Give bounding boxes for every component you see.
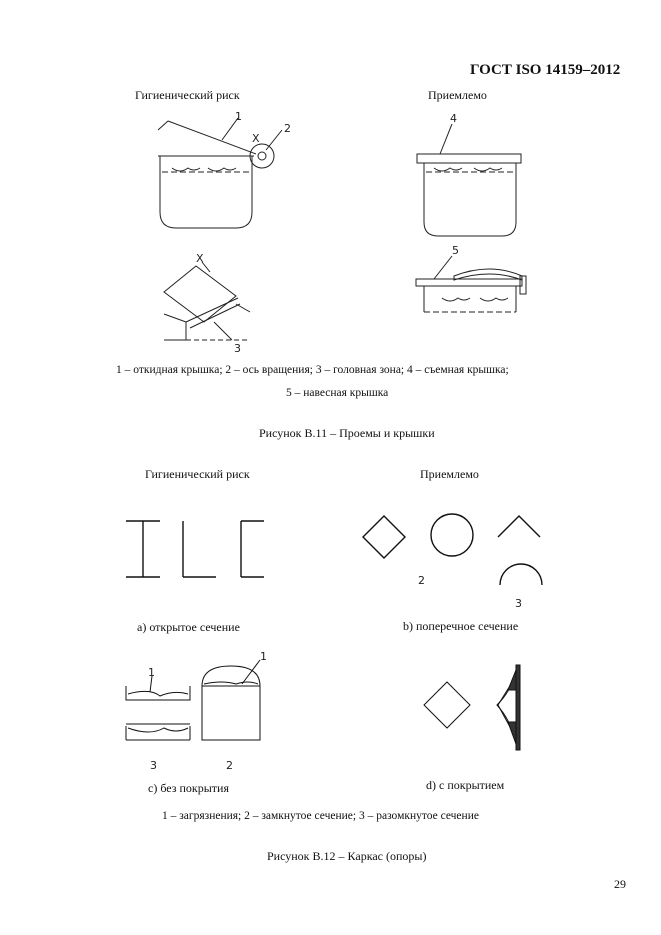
open-half-round-profile (500, 564, 542, 585)
b12-heading-acceptable: Приемлемо (420, 467, 479, 481)
b11-caption: Рисунок В.11 – Проемы и крышки (259, 426, 435, 440)
callout-c-1-right: 1 (260, 650, 267, 663)
wall-plate (516, 665, 520, 750)
open-angle-profile (498, 516, 540, 537)
closed-round-profile (431, 514, 473, 556)
page-number: 29 (614, 877, 626, 891)
b11-heading-hygiene-risk: Гигиенический риск (135, 88, 240, 102)
callout-c-3: 3 (150, 759, 157, 772)
b12-subcaption-c: с) без покрытия (148, 781, 229, 795)
uncoated-section-drawing (126, 650, 267, 772)
callout-x-top: X (252, 132, 260, 145)
callout-c-2: 2 (226, 759, 233, 772)
callout-b-2: 2 (418, 574, 425, 587)
b12-heading-hygiene-risk: Гигиенический риск (145, 467, 250, 481)
coated-square-profile (424, 682, 470, 728)
b12-legend: 1 – загрязнения; 2 – замкнутое сечение; 3 – разомкнутое сечение (162, 810, 479, 822)
closed-square-profile (363, 516, 405, 558)
callout-3: 3 (234, 342, 241, 355)
callout-1-top: 1 (235, 110, 242, 123)
open-section-profiles (126, 521, 264, 577)
callout-2: 2 (284, 122, 291, 135)
document-code: ГОСТ ISO 14159–2012 (470, 62, 621, 78)
b11-legend-line-2: 5 – навесная крышка (286, 387, 389, 399)
b12-caption: Рисунок В.12 – Каркас (опоры) (267, 849, 427, 863)
angle-profile (183, 521, 216, 577)
coated-section-drawing (424, 665, 520, 750)
i-beam-profile (126, 521, 160, 577)
callout-x-bottom: X (196, 252, 204, 265)
callout-b-3: 3 (515, 597, 522, 610)
callout-5: 5 (452, 244, 459, 257)
channel-profile (241, 521, 264, 577)
callout-c-1-left: 1 (148, 666, 155, 679)
b12-subcaption-b: b) поперечное сечение (403, 619, 519, 633)
b12-subcaption-d: d) с покрытием (426, 778, 505, 792)
b12-subcaption-a: а) открытое сечение (137, 620, 240, 634)
closed-section-with-dirt (202, 666, 260, 740)
callout-4: 4 (450, 112, 457, 125)
cross-section-profiles (363, 514, 542, 610)
b11-heading-acceptable: Приемлемо (428, 88, 487, 102)
b11-legend-line-1: 1 – откидная крышка; 2 – ось вращения; 3 – головная зона; 4 – съемная крышка; (116, 364, 509, 376)
